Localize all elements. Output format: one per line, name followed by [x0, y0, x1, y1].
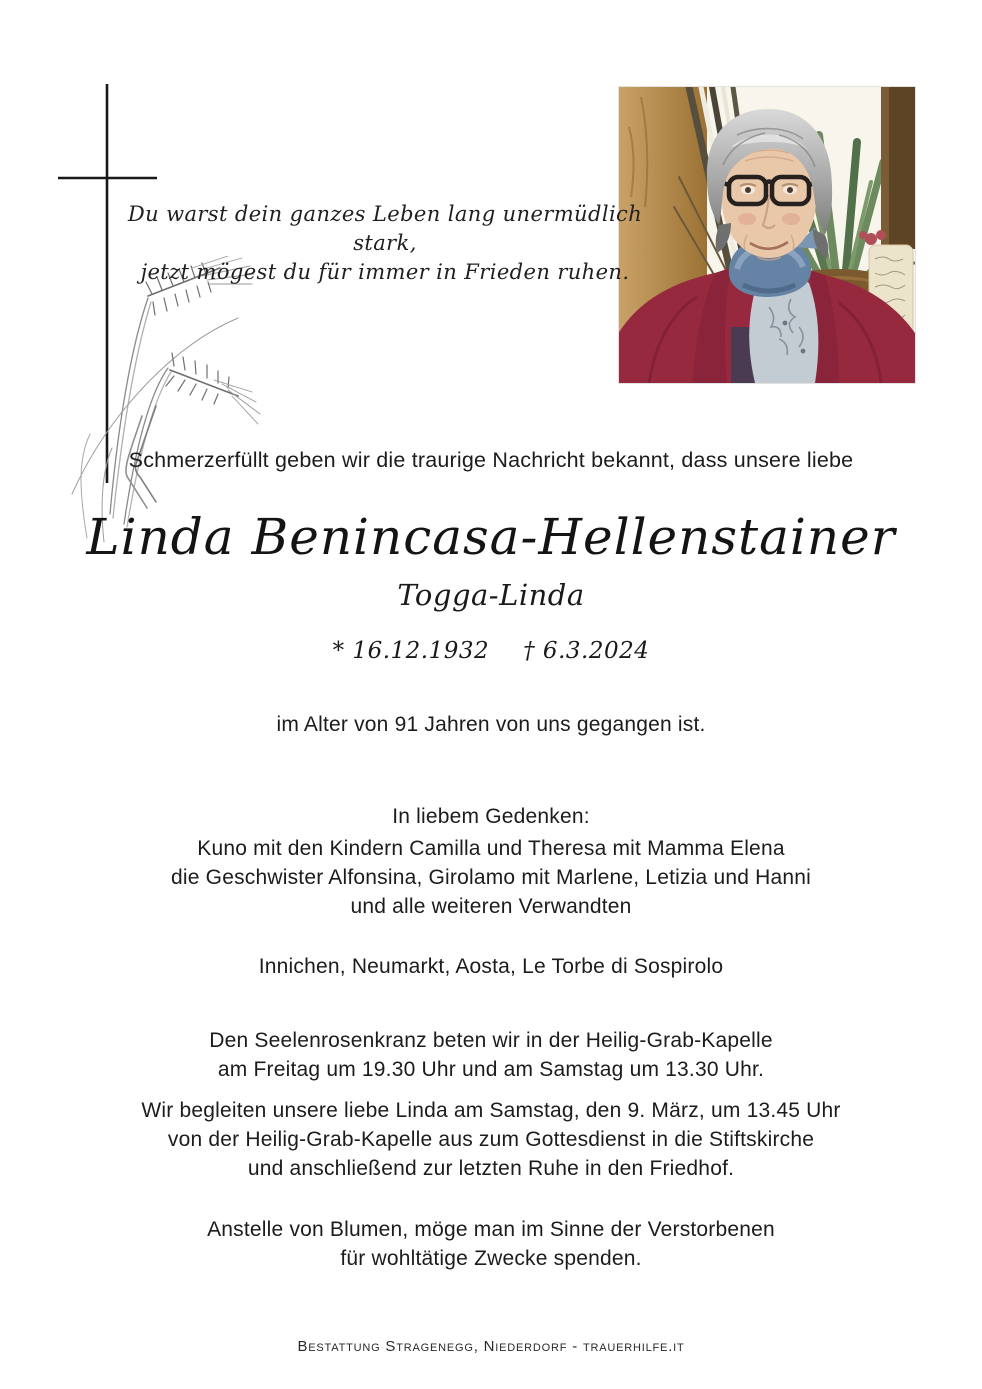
memorial-heading: In liebem Gedenken: [392, 805, 590, 828]
funeral-line-3: und anschließend zur letzten Ruhe in den Friedhof. [247, 1157, 735, 1180]
funeral-info [0, 1096, 982, 1183]
rosary-line-1: Den Seelenrosenkranz beten wir in der Heilig-Grab-Kapelle [209, 1029, 773, 1052]
donation-request [0, 1215, 982, 1273]
portrait-photo [619, 87, 915, 383]
footer-credit: Bestattung Stragenegg, Niederdorf - trauerhilfe.it [297, 1338, 685, 1355]
deceased-name: Linda Benincasa-Hellenstainer [86, 508, 896, 566]
announcement-line: Schmerzerfüllt geben wir die traurige Nachricht bekannt, dass unsere liebe [128, 448, 854, 472]
life-dates [0, 638, 982, 664]
age-line: im Alter von 91 Jahren von uns gegangen ist. [276, 713, 706, 736]
epitaph [120, 200, 650, 287]
epitaph-line-2: jetzt mögest du für immer in Frieden ruhen. [140, 260, 630, 284]
rosary-line-2: am Freitag um 19.30 Uhr und am Samstag um 13.30 Uhr. [217, 1058, 765, 1081]
funeral-line-1: Wir begleiten unsere liebe Linda am Samstag, den 9. März, um 13.45 Uhr [141, 1099, 841, 1122]
donation-line-2: für wohltätige Zwecke spenden. [340, 1247, 642, 1270]
donation-line-1: Anstelle von Blumen, möge man im Sinne der Verstorbenen [207, 1218, 775, 1241]
memorial-lines [0, 834, 982, 921]
memorial-line: Kuno mit den Kindern Camilla und Theresa mit Mamma Elena [197, 837, 785, 860]
deceased-nickname: Togga-Linda [397, 578, 585, 612]
funeral-line-2: von der Heilig-Grab-Kapelle aus zum Gottesdienst in die Stiftskirche [167, 1128, 815, 1151]
rosary-info [0, 1026, 982, 1084]
wheat-icon [52, 256, 262, 546]
death-date: † 6.3.2024 [523, 638, 650, 664]
memorial-line: und alle weiteren Verwandten [350, 895, 632, 918]
places-line: Innichen, Neumarkt, Aosta, Le Torbe di Sospirolo [258, 955, 724, 978]
memorial-line: die Geschwister Alfonsina, Girolamo mit Marlene, Letizia und Hanni [171, 866, 811, 889]
birth-date: * 16.12.1932 [332, 638, 490, 664]
epitaph-line-1: Du warst dein ganzes Leben lang unermüdlich stark, [127, 202, 643, 255]
